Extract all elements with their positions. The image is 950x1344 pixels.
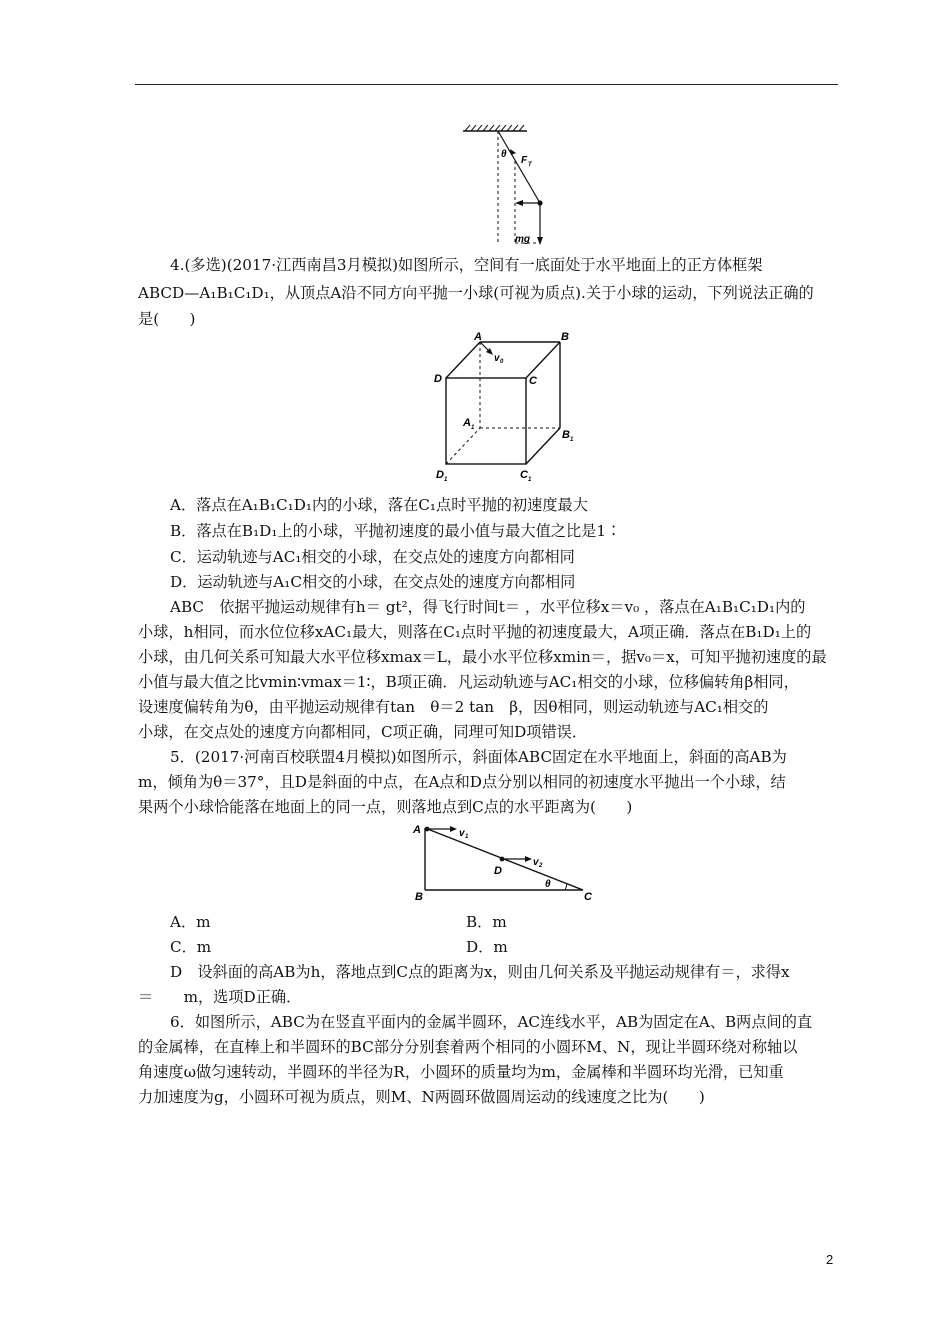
vertex-c: C [529,375,537,387]
q5-option-a: A．m [170,913,211,931]
incline-theta: θ [545,879,551,890]
q4-option-c: C．运动轨迹与AC₁相交的小球，在交点处的速度方向都相同 [170,548,575,566]
tension-sub: T [528,162,532,168]
vertex-c1: C [520,469,528,481]
q5-line-1: 5．(2017·河南百校联盟4月模拟)如图所示，斜面体ABC固定在水平地面上，斜面的高AB为 [170,748,787,766]
q5-line-2: m，倾角为θ＝37°，且D是斜面的中点，在A点和D点分别以相同的初速度水平抛出一个小球，结 [138,773,786,791]
q5-line-3: 果两个小球恰能落在地面上的同一点，则落地点到C点的水平距离为( ) [138,798,633,816]
q4-solution-6: 小球，在交点处的速度方向都相同，C项正确，同理可知D项错误． [138,723,588,741]
vertex-d: D [434,373,442,385]
q6-line-3: 角速度ω做匀速转动，半圆环的半径为R，小圆环的质量均为m，金属棒和半圆环均光滑，已知重 [138,1063,784,1081]
q4-solution-5: 设速度偏转角为θ，由平抛运动规律有tan θ＝2 tan β，因θ相同，则运动轨迹与AC₁相交的 [138,698,769,716]
q5-option-d: D．m [466,938,508,956]
q6-line-1: 6．如图所示，ABC为在竖直平面内的金属半圆环，AC连线水平，AB为固定在A、B两点间的直 [170,1013,813,1031]
vertex-b1: B [562,429,570,441]
incline-b: B [415,891,423,903]
v0-label: v [494,353,500,364]
cube-figure [430,330,590,485]
q4-line-1: 4.(多选)(2017·江西南昌3月模拟)如图所示，空间有一底面处于水平地面上的正方体框架 [170,256,763,274]
q6-line-4: 力加速度为g，小圆环可视为质点，则M、N两圆环做圆周运动的线速度之比为( ) [138,1088,705,1106]
q4-line-3: 是( ) [138,310,196,328]
vertex-a: A [474,331,482,343]
incline-figure [405,820,605,905]
q4-line-2: ABCD—A₁B₁C₁D₁，从顶点A沿不同方向平抛一小球(可视为质点).关于小球的运动，下列说法正确的 [138,284,814,302]
tension-label: F [521,155,528,166]
incline-a: A [413,824,421,836]
vertex-d1-sub: 1 [444,477,448,483]
v1-sub: 1 [465,834,469,840]
weight-label: mg [515,234,530,245]
v2-sub: 2 [539,863,543,869]
q4-option-a: A．落点在A₁B₁C₁D₁内的小球，落在C₁点时平抛的初速度最大 [170,496,588,514]
pendulum-figure [455,125,565,250]
q4-option-b: B．落点在B₁D₁上的小球，平抛初速度的最小值与最大值之比是1∶ [170,522,622,540]
theta-label: θ [501,149,507,160]
vertex-b1-sub: 1 [570,437,574,443]
incline-c: C [584,891,592,903]
q4-solution-4: 小值与最大值之比vmin∶vmax＝1∶，B项正确．凡运动轨迹与AC₁相交的小球，位移偏转角β相同， [138,673,799,691]
q5-option-b: B．m [466,913,507,931]
vertex-a1: A [463,417,471,429]
vertex-b: B [561,331,569,343]
q4-option-d: D．运动轨迹与A₁C相交的小球，在交点处的速度方向都相同 [170,573,576,591]
incline-d: D [494,865,502,877]
vertex-a1-sub: 1 [471,425,475,431]
q4-solution-1: ABC 依据平抛运动规律有h＝ gt²，得飞行时间t＝ ，水平位移x＝v₀ ，落点在A₁B₁C₁D₁内的 [170,598,806,616]
q4-solution-2: 小球，h相同，而水位位移xAC₁最大，则落在C₁点时平抛的初速度最大，A项正确．落点在B₁D₁上的 [138,623,812,641]
q5-option-c: C．m [170,938,212,956]
v0-sub: 0 [500,359,504,365]
page-number: 2 [826,1252,834,1267]
v2-label: v [533,857,539,868]
q4-solution-3: 小球，由几何关系可知最大水平位移xmax＝L，最小水平位移xmin＝，据v₀＝x，可知平抛初速度的最 [138,648,827,666]
q6-line-2: 的金属棒，在直棒上和半圆环的BC部分分别套着两个相同的小圆环M、N，现让半圆环绕对称轴以 [138,1038,798,1056]
header-rule [135,84,838,85]
q5-solution-1: D 设斜面的高AB为h，落地点到C点的距离为x，则由几何关系及平抛运动规律有＝，求得x [170,963,790,981]
vertex-d1: D [436,469,444,481]
vertex-c1-sub: 1 [528,477,532,483]
v1-label: v [459,828,465,839]
q5-solution-2: ＝ m，选项D正确． [138,988,302,1006]
